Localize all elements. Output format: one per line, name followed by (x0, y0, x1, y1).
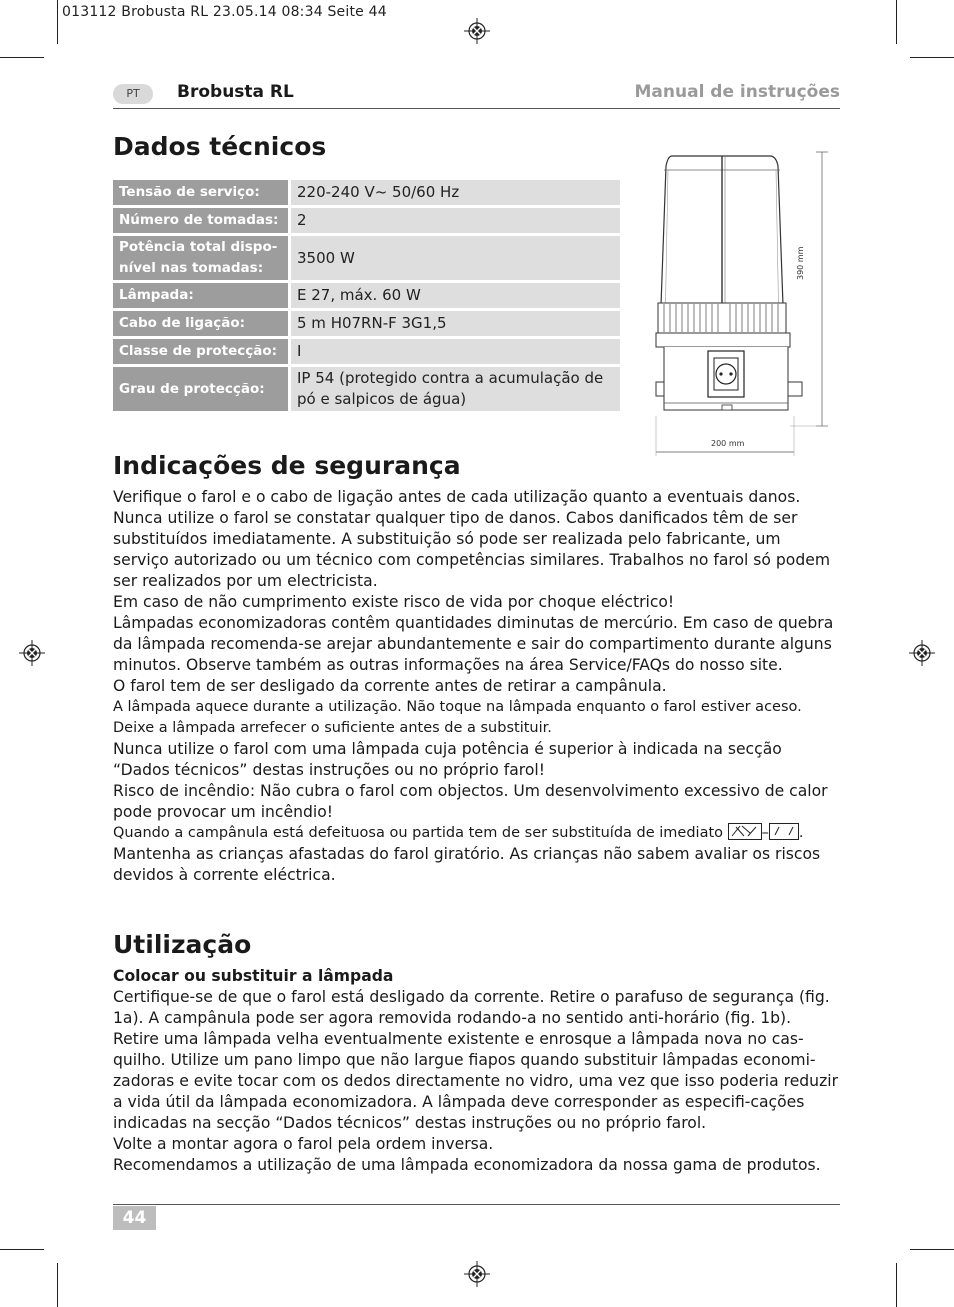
spec-row (113, 283, 620, 308)
safety-paragraph: O farol tem de ser desligado da corrente antes de retirar a campânula. (113, 677, 667, 695)
safety-paragraph-dome: Quando a campânula está defeituosa ou partida tem de ser substituída de imediato – . (113, 825, 804, 841)
crop-mark-bl-h (0, 1249, 44, 1250)
spec-value: E 27, máx. 60 W (288, 283, 620, 308)
usage-paragraph: Certifique-se de que o farol está desligado da corrente. Retire o parafuso de segurança (fig. 1a). A campânula pode ser agora removida rodando-a no sentido anti-horário (fig. 1b). Retire uma lâmpada velha eventualmente existente e enrosque a lâmpada nova no cas-quilho. Utilize um pano limpo que não largue fiapos quando substituir lâmpadas economi-zadoras e evite tocar com os dedos directamente no vidro, uma vez que isso poderia reduzir a vida útil da lâmpada economizadora. A lâmpada deve corresponder as especifi-cações indicadas na secção “Dados técnicos” destas instruções ou no próprio farol. (113, 988, 838, 1132)
page-number: 44 (113, 1206, 156, 1230)
spec-label: Cabo de ligação: (113, 311, 288, 336)
safety-paragraph: Em caso de não cumprimento existe risco de vida por choque eléctrico! (113, 593, 675, 611)
header-rule (113, 108, 840, 109)
glass-symbol-icon (769, 823, 799, 840)
spec-value: 2 (288, 208, 620, 233)
spec-table (113, 177, 620, 414)
registration-mark-left-icon (19, 640, 45, 666)
spec-label: Lâmpada: (113, 283, 288, 308)
safety-paragraph: Risco de incêndio: Não cubra o farol com objectos. Um desenvolvimento excessivo de calor pode provocar um incêndio! (113, 782, 828, 821)
registration-mark-bottom-icon (464, 1261, 490, 1287)
usage-paragraph: Recomendamos a utilização de uma lâmpada economizadora da nossa gama de produtos. (113, 1156, 821, 1174)
safety-paragraph: A lâmpada aquece durante a utilização. Não toque na lâmpada enquanto o farol estiver aceso. Deixe a lâmpada arrefecer o suficiente antes de a substituir. (113, 699, 802, 736)
spec-row (113, 339, 620, 364)
safety-paragraph: Mantenha as crianças afastadas do farol giratório. As crianças não sabem avaliar os riscos devidos à corrente eléctrica. (113, 845, 821, 884)
spec-label: Classe de protecção: (113, 339, 288, 364)
print-slug: 013112 Brobusta RL 23.05.14 08:34 Seite 44 (62, 4, 387, 20)
spec-value: 220-240 V~ 50/60 Hz (288, 180, 620, 205)
crop-mark-br-v (896, 1263, 897, 1307)
spec-label: Número de tomadas: (113, 208, 288, 233)
spec-row (113, 311, 620, 336)
crop-mark-tr-v (896, 0, 897, 44)
spec-label: Potência total dispo-nível nas tomadas: (113, 236, 288, 280)
spec-row (113, 367, 620, 411)
crop-mark-tr-h (910, 57, 954, 58)
usage-section-title: Utilização (113, 930, 252, 959)
usage-text (113, 966, 841, 1176)
crop-mark-bl-v (57, 1263, 58, 1307)
spec-value: 5 m H07RN-F 3G1,5 (288, 311, 620, 336)
safety-paragraph: Nunca utilize o farol com uma lâmpada cuja potência é superior à indicada na secção “Dados técnicos” destas instruções ou no próprio farol! (113, 740, 782, 779)
spec-value: IP 54 (protegido contra a acumulação de pó e salpicos de água) (288, 367, 620, 411)
crop-mark-br-h (910, 1249, 954, 1250)
broken-glass-symbol-icon (728, 823, 762, 840)
tech-section-title: Dados técnicos (113, 132, 327, 161)
width-dimension-label: 200 mm (711, 439, 745, 448)
usage-subtitle: Colocar ou substituir a lâmpada (113, 967, 394, 985)
safety-text (113, 487, 841, 886)
crop-mark-tl-v (57, 0, 58, 44)
spec-value: 3500 W (288, 236, 620, 280)
crop-mark-tl-h (0, 57, 44, 58)
spec-row (113, 208, 620, 233)
height-dimension-label: 390 mm (796, 246, 805, 280)
safety-section-title: Indicações de segurança (113, 451, 461, 480)
product-drawing (650, 148, 840, 458)
spec-label: Tensão de serviço: (113, 180, 288, 205)
safety-paragraph: Lâmpadas economizadoras contêm quantidades diminutas de mercúrio. Em caso de quebra da lâmpada recomenda-se arejar abundantemente e sair do compartimento durante alguns minutos. Observe também as outras informações na área Service/FAQs do nosso site. (113, 614, 834, 674)
usage-paragraph: Volte a montar agora o farol pela ordem inversa. (113, 1135, 494, 1153)
spec-row (113, 236, 620, 280)
safety-paragraph: Verifique o farol e o cabo de ligação antes de cada utilização quanto a eventuais danos. Nunca utilize o farol se constatar qualquer tipo de danos. Cabos danificados têm de ser substituídos imediatamente. A substituição só pode ser realizada pelo fabricante, um serviço autorizado ou um técnico com competências similares. Trabalhos no farol só podem ser realizados por um electricista. (113, 488, 831, 590)
spec-row (113, 180, 620, 205)
registration-mark-top-icon (464, 18, 490, 44)
spec-value: I (288, 339, 620, 364)
product-name: Brobusta RL (177, 82, 294, 102)
spec-label: Grau de protecção: (113, 367, 288, 411)
manual-title: Manual de instruções (634, 82, 840, 102)
safety-dome-text: Quando a campânula está defeituosa ou partida tem de ser substituída de imediato (113, 825, 724, 841)
registration-mark-right-icon (909, 640, 935, 666)
footer-rule (113, 1204, 840, 1205)
language-badge: PT (113, 84, 153, 104)
